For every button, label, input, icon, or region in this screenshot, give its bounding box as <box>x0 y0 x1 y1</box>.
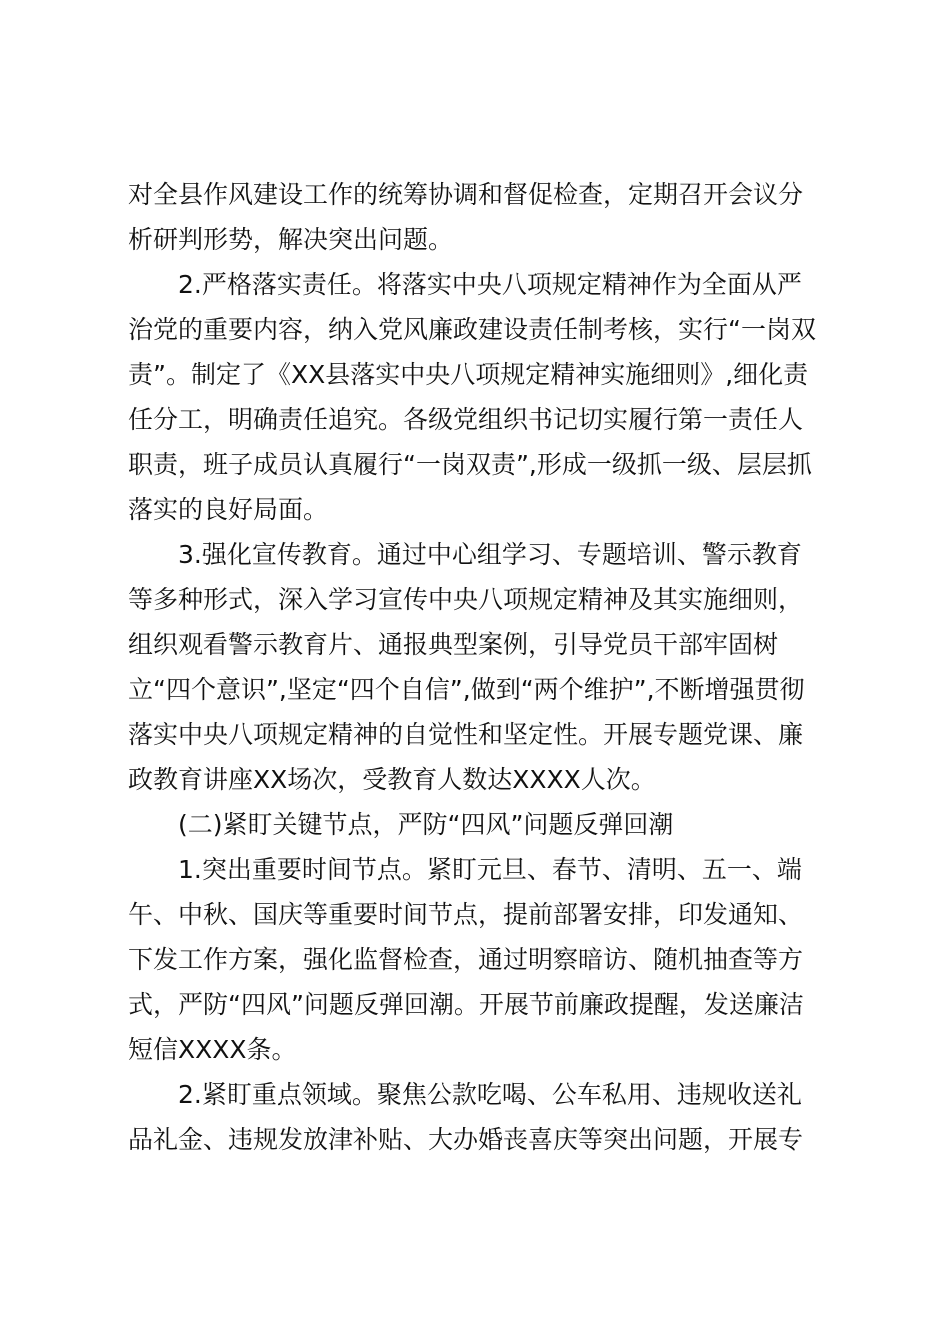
text-line: 等多种形式，深入学习宣传中央八项规定精神及其实施细则， <box>128 585 804 614</box>
text-line: 落实的良好局面。 <box>128 495 329 524</box>
text-line: 组织观看警示教育片、通报典型案例，引导党员干部牢固树 <box>128 630 779 659</box>
text-line: 对全县作风建设工作的统筹协调和督促检查，定期召开会议分 <box>128 180 804 209</box>
section-heading: (二)紧盯关键节点，严防“四风”问题反弹回潮 <box>178 810 674 839</box>
text-line: 品礼金、违规发放津补贴、大办婚丧喜庆等突出问题，开展专 <box>128 1125 804 1154</box>
text-line: 式，严防“四风”问题反弹回潮。开展节前廉政提醒，发送廉洁 <box>128 990 804 1019</box>
text-line: 3.强化宣传教育。通过中心组学习、专题培训、警示教育 <box>178 540 802 569</box>
text-line: 析研判形势，解决突出问题。 <box>128 225 454 254</box>
text-line: 2.紧盯重点领域。聚焦公款吃喝、公车私用、违规收送礼 <box>178 1080 802 1109</box>
document-body <box>128 172 828 1162</box>
text-line: 1.突出重要时间节点。紧盯元旦、春节、清明、五一、端 <box>178 855 802 884</box>
text-line: 午、中秋、国庆等重要时间节点，提前部署安排，印发通知、 <box>128 900 804 929</box>
text-line: 责”。制定了《XX县落实中央八项规定精神实施细则》,细化责 <box>128 360 809 389</box>
text-line: 下发工作方案，强化监督检查，通过明察暗访、随机抽查等方 <box>128 945 804 974</box>
text-line: 短信XXXX条。 <box>128 1035 297 1064</box>
text-line: 任分工，明确责任追究。各级党组织书记切实履行第一责任人 <box>128 405 804 434</box>
text-line: 政教育讲座XX场次，受教育人数达XXXX人次。 <box>128 765 656 794</box>
text-line: 立“四个意识”,坚定“四个自信”,做到“两个维护”,不断增强贯彻 <box>128 675 805 704</box>
text-line: 2.严格落实责任。将落实中央八项规定精神作为全面从严 <box>178 270 802 299</box>
text-line: 治党的重要内容，纳入党风廉政建设责任制考核，实行“一岗双 <box>128 315 816 344</box>
text-line: 职责，班子成员认真履行“一岗双责”,形成一级抓一级、层层抓 <box>128 450 812 479</box>
text-line: 落实中央八项规定精神的自觉性和坚定性。开展专题党课、廉 <box>128 720 804 749</box>
